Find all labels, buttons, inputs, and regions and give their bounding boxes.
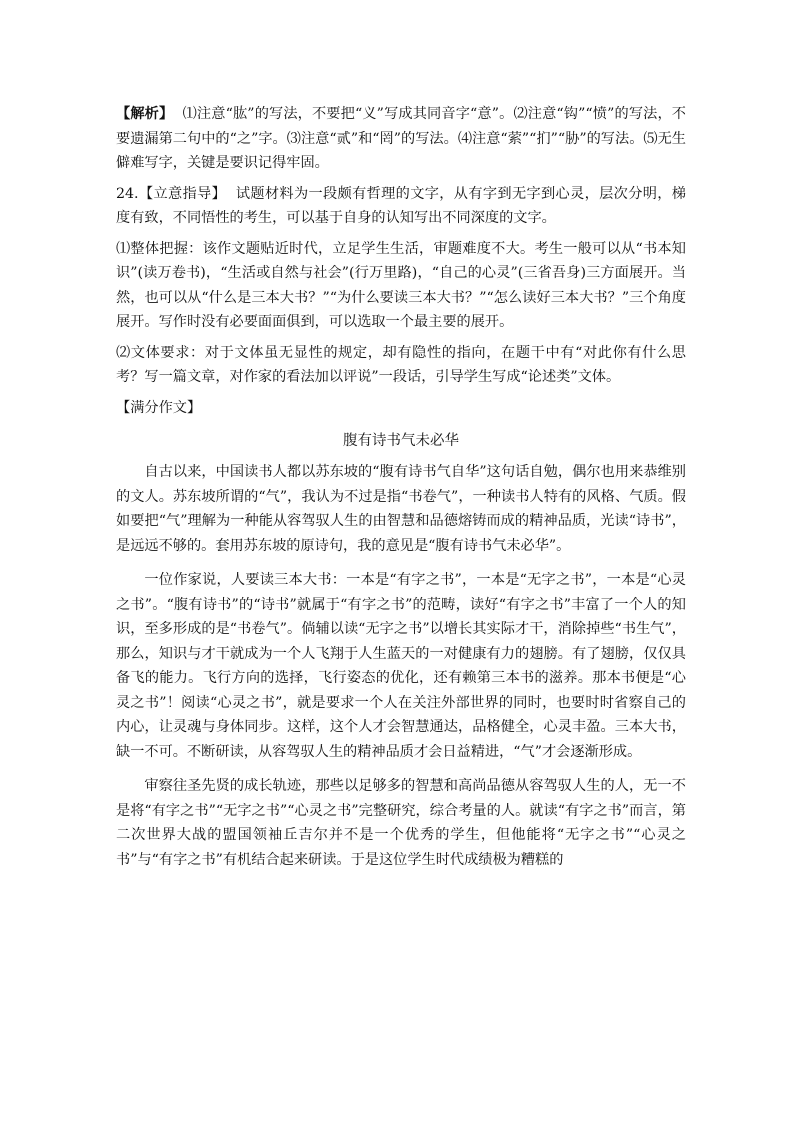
- essay-paragraph-3: 审察往圣先贤的成长轨迹，那些以足够多的智慧和高尚品德从容驾驭人生的人，无一不是将“有字之书”“无字之书”“心灵之书”完整研究，综合考量的人。就读“有字之书”而言，第二次世界大战的盟国领袖丘吉尔并不是一个优秀的学生，但他能将“无字之书”“心灵之书”与“有字之书”有机结合起来研读。于是这位学生时代成绩极为糟糕的: [116, 778, 686, 868]
- document-page: [116, 102, 686, 872]
- q24-point-2: ⑵文体要求：对于文体虽无显性的规定，却有隐性的指向，在题干中有“对此你有什么思考？写一篇文章，对作家的看法加以评说”一段话，引导学生写成“论述类”文体。: [116, 344, 686, 385]
- q24-intro-paragraph: [116, 182, 686, 231]
- essay-paragraph-2: 一位作家说，人要读三本大书：一本是“有字之书”，一本是“无字之书”，一本是“心灵之书”。“腹有诗书”的“诗书”就属于“有字之书”的范畴，读好“有字之书”丰富了一个人的知识，至多形成的是“书卷气”。倘辅以读“无字之书”以增长其实际才干，消除掉些“书生气”，那么，知识与才干就成为一个人飞翔于人生蓝天的一对健康有力的翅膀。有了翅膀，仅仅具备飞的能力。飞行方向的选择，飞行姿态的优化，还有赖第三本书的滋养。那本书便是“心灵之书”！阅读“心灵之书”，就是要求一个人在关注外部世界的同时，也要时时省察自己的内心，让灵魂与身体同步。这样，这个人才会智慧通达，品格健全，心灵丰盈。三本大书，缺一不可。不断研读，从容驾驭人生的精神品质才会日益精进，“气”才会逐渐形成。: [116, 572, 686, 760]
- q24-intro-text: 试题材料为一段颇有哲理的文字，从有字到无字到心灵，层次分明，梯度有致，不同悟性的考生，可以基于自身的认知写出不同深度的文字。: [116, 185, 686, 226]
- essay-paragraph-1: 自古以来，中国读书人都以苏东坡的“腹有诗书气自华”这句话自勉，偶尔也用来恭维别的文人。苏东坡所谓的“气”，我认为不过是指“书卷气”，一种读书人特有的风格、气质。假如要把“气”理解为一种能从容驾驭人生的由智慧和品德熔铸而成的精神品质，光读“诗书”，是远远不够的。套用苏东坡的原诗句，我的意见是“腹有诗书气未必华”。: [116, 464, 686, 554]
- analysis-label: 【解析】: [116, 106, 174, 122]
- q24-number-label: 24.【立意指导】: [116, 185, 227, 202]
- model-essay-label: 【满分作文】: [116, 399, 202, 416]
- analysis-text: ⑴注意“肱”的写法，不要把“义”写成其同音字“意”。⑵注意“钩”“愤”的写法，不要遗漏第二句中的“之”字。⑶注意“贰”和“罔”的写法。⑷注意“萦”“扪”“胁”的写法。⑸无生僻难写字，关键是要识记得牢固。: [116, 106, 686, 171]
- q24-point-1: ⑴整体把握：该作文题贴近时代，立足学生生活，审题难度不大。考生一般可以从“书本知识”(读万卷书)，“生活或自然与社会”(行万里路)，“自己的心灵”(三省吾身)三方面展开。当然，也可以从“什么是三本大书？”“为什么要读三本大书？”“怎么读好三本大书？”三个角度展开。写作时没有必要面面俱到，可以选取一个最主要的展开。: [116, 240, 686, 330]
- analysis-paragraph: [116, 102, 686, 176]
- essay-title: 腹有诗书气未必华: [343, 433, 459, 449]
